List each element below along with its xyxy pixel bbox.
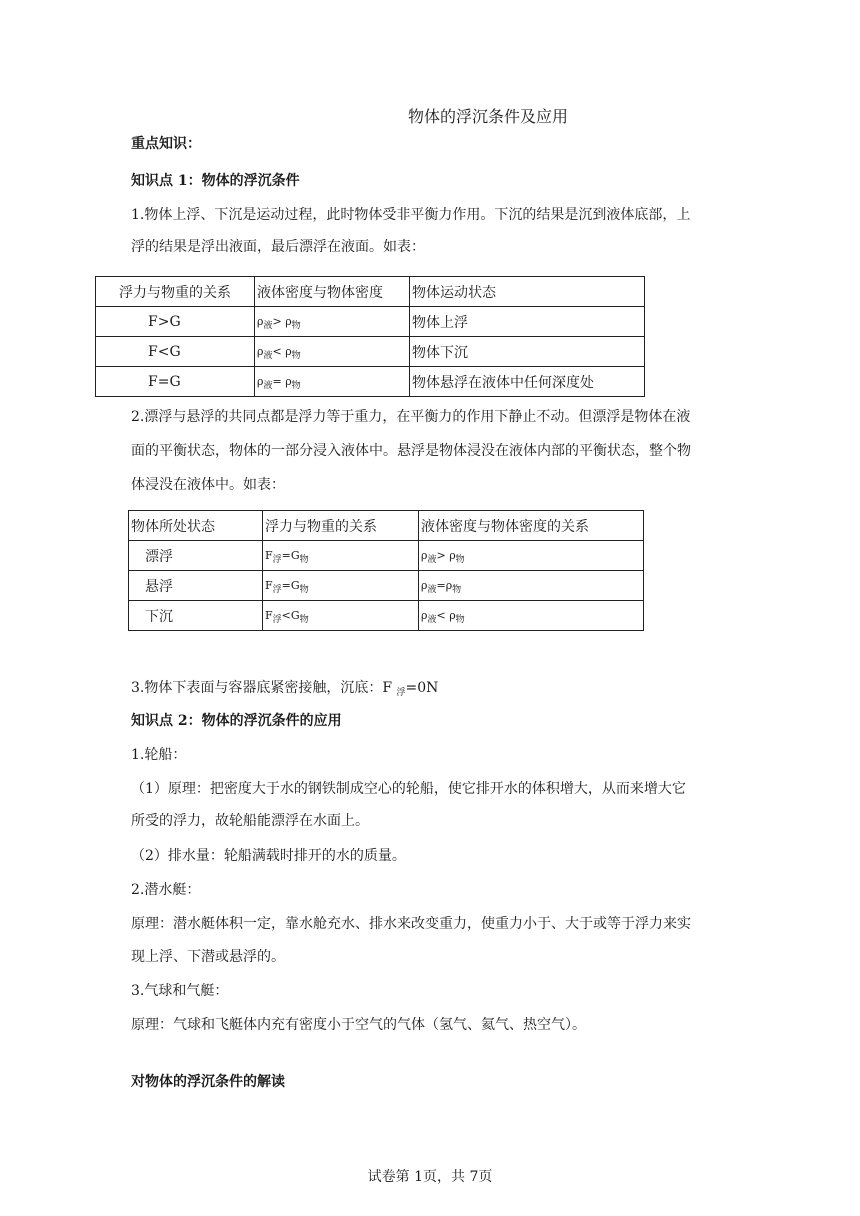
state-cell: 下沉 [129, 601, 263, 631]
table-header-row [96, 277, 645, 307]
table-row [129, 571, 644, 601]
state-cell: 物体上浮 [410, 307, 645, 337]
relation-cell: $F_浮=G_物$ [263, 571, 419, 601]
knowledge-point-2-heading: 知识点 2：物体的浮沉条件的应用 [131, 713, 342, 729]
state-cell: 悬浮 [129, 571, 263, 601]
density-cell: $\rho_液< \rho_物$ [419, 601, 644, 631]
table-header-cell: 液体密度与物体密度 [255, 277, 410, 307]
ship-title: 1.轮船： [131, 747, 187, 763]
paragraph-3: 3.物体下表面与容器底紧密接触，沉底：F $_浮$=0N [131, 680, 439, 698]
state-cell: 物体悬浮在液体中任何深度处 [410, 367, 645, 397]
relation-cell: $F_浮=G_物$ [263, 541, 419, 571]
paragraph-2-line-2: 面的平衡状态，物体的一部分浸入液体中。悬浮是物体浸没在液体内部的平衡状态，整个物 [131, 443, 691, 459]
ship-principle-line-1: （1）原理：把密度大于水的钢铁制成空心的轮船，使它排开水的体积增大，从而来增大它 [131, 781, 686, 797]
state-cell: 物体下沉 [410, 337, 645, 367]
table-header-row [129, 511, 644, 541]
table-header-cell: 浮力与物重的关系 [96, 277, 255, 307]
balloon-principle: 原理：气球和飞艇体内充有密度小于空气的气体（氢气、氦气、热空气）。 [131, 1017, 586, 1033]
table-header-cell: 物体所处状态 [129, 511, 263, 541]
table-row [96, 307, 645, 337]
section-heading: 对物体的浮沉条件的解读 [131, 1074, 285, 1090]
submarine-title: 2.潜水艇： [131, 882, 201, 898]
balloon-title: 3.气球和气艇： [131, 983, 229, 999]
density-cell: $\rho_液=\rho_物$ [419, 571, 644, 601]
key-knowledge-heading: 重点知识： [131, 136, 201, 152]
float-sink-table [95, 276, 645, 397]
state-cell: 漂浮 [129, 541, 263, 571]
relation-cell: F=G [96, 367, 255, 397]
document-title: 物体的浮沉条件及应用 [408, 107, 569, 126]
table-header-cell: 物体运动状态 [410, 277, 645, 307]
floating-suspending-table [128, 510, 644, 631]
knowledge-point-1-heading: 知识点 1：物体的浮沉条件 [131, 173, 300, 189]
page-footer: 试卷第 1页，共 7页 [367, 1169, 493, 1185]
table-row [96, 337, 645, 367]
submarine-principle-line-2: 现上浮、下潜或悬浮的。 [131, 949, 285, 965]
ship-displacement: （2）排水量：轮船满载时排开的水的质量。 [131, 848, 406, 864]
density-cell: $\rho_液= \rho_物$ [255, 367, 410, 397]
density-cell: $\rho_液< \rho_物$ [255, 337, 410, 367]
table-header-cell: 液体密度与物体密度的关系 [419, 511, 644, 541]
paragraph-2-line-1: 2.漂浮与悬浮的共同点都是浮力等于重力，在平衡力的作用下静止不动。但漂浮是物体在液 [131, 409, 691, 425]
paragraph-2-line-3: 体浸没在液体中。如表： [131, 477, 285, 493]
paragraph-1-line-2: 浮的结果是浮出液面，最后漂浮在液面。如表： [131, 239, 425, 255]
table-row [96, 367, 645, 397]
relation-cell: F>G [96, 307, 255, 337]
density-cell: $\rho_液> \rho_物$ [419, 541, 644, 571]
table-row [129, 601, 644, 631]
relation-cell: $F_浮<G_物$ [263, 601, 419, 631]
ship-principle-line-2: 所受的浮力，故轮船能漂浮在水面上。 [131, 813, 369, 829]
density-cell: $\rho_液> \rho_物$ [255, 307, 410, 337]
table-header-cell: 浮力与物重的关系 [263, 511, 419, 541]
table-row [129, 541, 644, 571]
relation-cell: F<G [96, 337, 255, 367]
paragraph-1-line-1: 1.物体上浮、下沉是运动过程，此时物体受非平衡力作用。下沉的结果是沉到液体底部，上 [131, 207, 691, 223]
submarine-principle-line-1: 原理：潜水艇体积一定，靠水舱充水、排水来改变重力，使重力小于、大于或等于浮力来实 [131, 916, 691, 932]
